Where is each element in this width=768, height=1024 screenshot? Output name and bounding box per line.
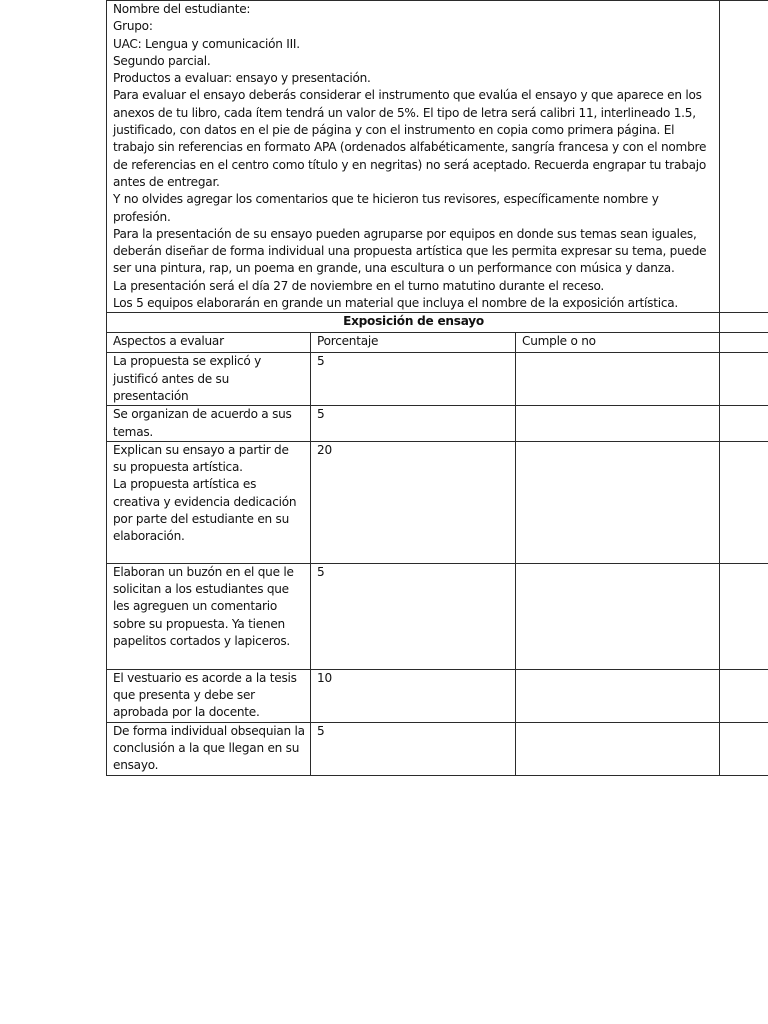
aspect-text: Explican su ensayo a partir de su propuesta artística. [113, 442, 289, 475]
blank-cell [720, 563, 768, 669]
percent-cell: 5 [311, 563, 516, 669]
percent-cell: 5 [311, 722, 516, 775]
complies-cell [516, 669, 720, 722]
group-label: Grupo: [113, 19, 153, 34]
table-row [107, 722, 768, 775]
blank-cell [720, 333, 768, 353]
header-row [107, 333, 768, 353]
aspect-text: Elaboran un buzón en el que le solicitan a los estudiantes que les agreguen un comentario sobre su propuesta. Ya tienen papelitos cortados y lapiceros. [113, 564, 294, 649]
aspect-text: El vestuario es acorde a la tesis que presenta y debe ser aprobada por la docente. [113, 670, 297, 720]
aspect-text: De forma individual obsequian la conclusión a la que llegan en su ensayo. [113, 723, 305, 773]
percent-cell: 20 [311, 441, 516, 563]
complies-cell [516, 441, 720, 563]
teams-note: Los 5 equipos elaborarán en grande un material que incluya el nombre de la exposición artística. [113, 296, 678, 311]
complies-cell [516, 353, 720, 406]
essay-instructions: Para evaluar el ensayo deberás considerar el instrumento que evalúa el ensayo y que aparece en los anexos de tu libro, cada ítem tendrá un valor de 5%. El tipo de letra será calibri 11, interlineado 1.5, justificado, con datos en el pie de página y con el instrumento en copia como primera página. El trabajo sin referencias en formato APA (ordenados alfabéticamente, sangría francesa y con el nombre de referencias en el centro como título y en negritas) no será aceptado. Recuerda engrapar tu trabajo antes de entregar. [113, 88, 710, 189]
percent-cell: 5 [311, 406, 516, 442]
instructions-cell [107, 1, 720, 313]
complies-cell [516, 406, 720, 442]
aspect-text: La propuesta se explicó y justificó antes de su presentación [113, 354, 262, 403]
aspect-cell [107, 722, 311, 775]
presentation-date: La presentación será el día 27 de noviembre en el turno matutino durante el receso. [113, 278, 605, 293]
aspect-column-header: Aspectos a evaluar [107, 333, 311, 353]
complies-cell [516, 563, 720, 669]
uac-label: UAC: Lengua y comunicación III. [113, 36, 300, 51]
aspect-cell [107, 669, 311, 722]
complies-cell [516, 722, 720, 775]
table-row [107, 353, 768, 406]
table-row [107, 406, 768, 442]
table-row [107, 669, 768, 722]
term-label: Segundo parcial. [113, 53, 211, 68]
blank-cell [720, 406, 768, 442]
complies-column-header: Cumple o no [516, 333, 720, 353]
evaluation-document [106, 0, 768, 776]
aspect-text: Se organizan de acuerdo a sus temas. [113, 407, 292, 439]
section-title-row [107, 313, 768, 333]
aspect-cell [107, 353, 311, 406]
evaluation-table [106, 0, 768, 776]
percent-column-header: Porcentaje [311, 333, 516, 353]
aspect-cell [107, 406, 311, 442]
intro-row [107, 1, 768, 313]
percent-cell: 5 [311, 353, 516, 406]
section-title: Exposición de ensayo [107, 313, 720, 333]
reviewers-note: Y no olvides agregar los comentarios que te hicieron tus revisores, específicamente nombre y profesión. [113, 192, 663, 224]
aspect-text: La propuesta artística es creativa y evidencia dedicación por parte del estudiante en su elaboración. [113, 477, 297, 544]
products-label: Productos a evaluar: ensayo y presentación. [113, 71, 371, 86]
blank-cell [720, 353, 768, 406]
aspect-cell [107, 441, 311, 563]
percent-cell: 10 [311, 669, 516, 722]
blank-cell [720, 441, 768, 563]
aspect-cell [107, 563, 311, 669]
blank-cell [720, 1, 768, 313]
table-row [107, 563, 768, 669]
blank-cell [720, 722, 768, 775]
table-row [107, 441, 768, 563]
presentation-instructions: Para la presentación de su ensayo pueden agruparse por equipos en donde sus temas sean iguales, deberán diseñar de forma individual una propuesta artística que les permita expresar su tema, puede ser una pintura, rap, un poema en grande, una escultura o un performance con música y danza. [113, 226, 710, 276]
blank-cell [720, 669, 768, 722]
student-name-label: Nombre del estudiante: [113, 2, 251, 16]
blank-cell [720, 313, 768, 333]
